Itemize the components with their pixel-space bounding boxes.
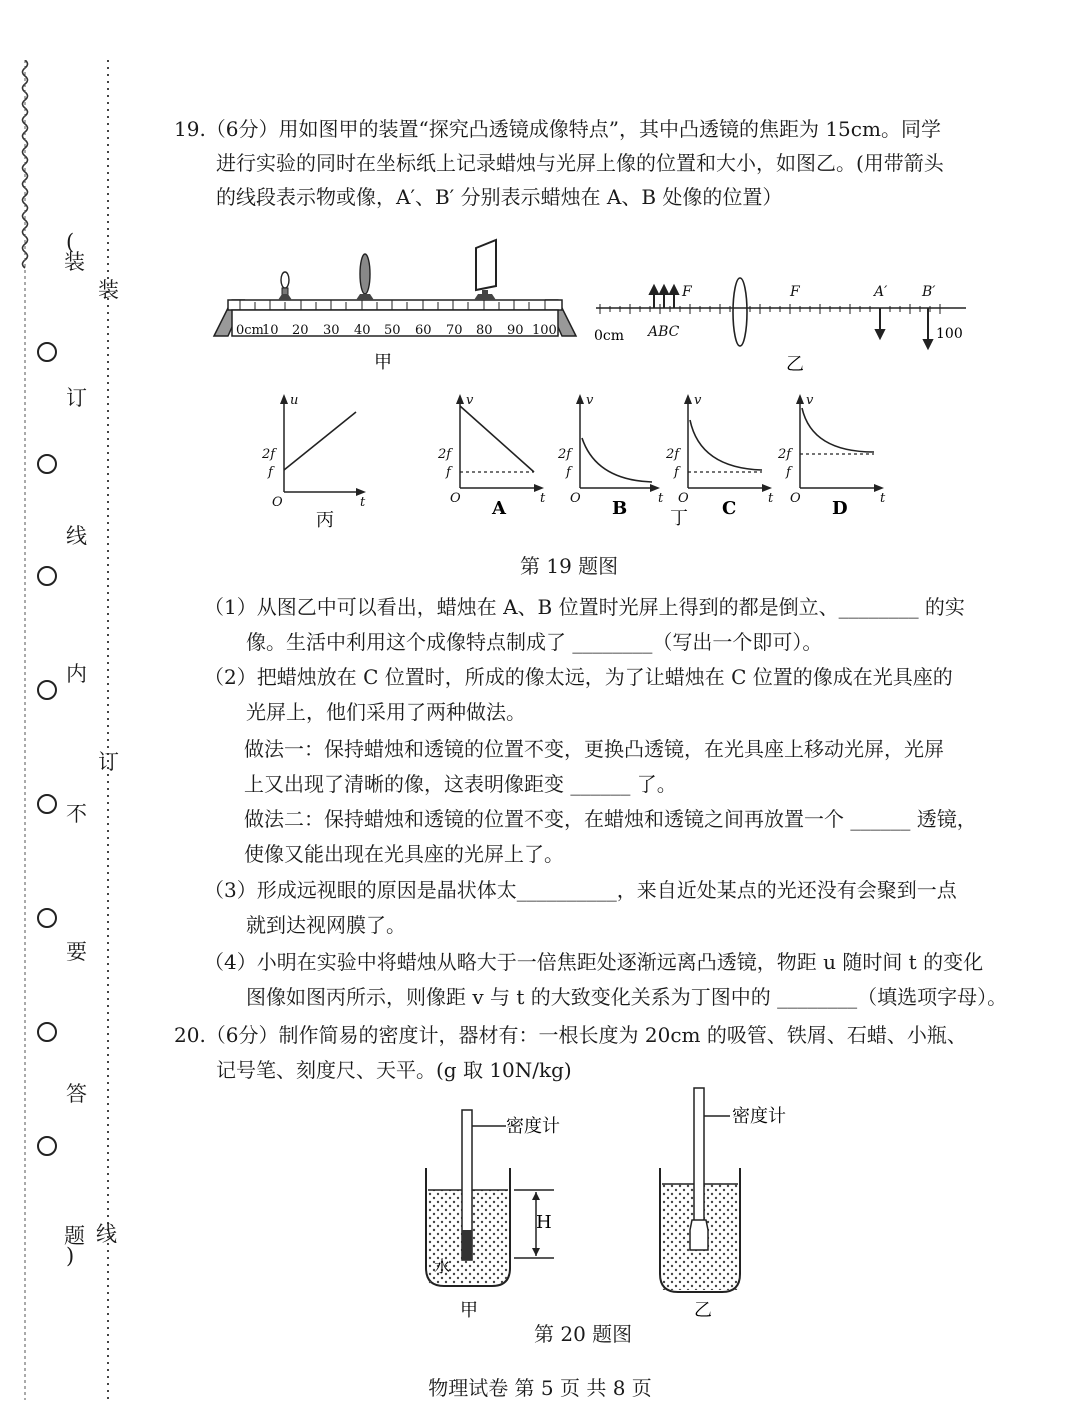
screen-icon bbox=[474, 240, 496, 300]
binding-hole bbox=[37, 680, 57, 700]
water-label: 水 bbox=[434, 1257, 451, 1276]
b-prime-label: B′ bbox=[922, 284, 936, 300]
bing-2f: 2f bbox=[262, 447, 276, 462]
fig-optical-bench bbox=[210, 236, 580, 376]
bing-f: f bbox=[268, 465, 273, 480]
q19-part4-line2: 图像如图丙所示，则像距 v 与 t 的大致变化关系为丁图中的 ________（填选项字母）。 bbox=[246, 985, 1008, 1009]
bench-tick-label: 40 bbox=[354, 323, 371, 338]
ding-f: f bbox=[446, 465, 451, 480]
q19-part1-line1: （1）从图乙中可以看出，蜡烛在 A、B 位置时光屏上得到的都是倒立、________ 的实 bbox=[204, 595, 965, 619]
q19-part3-line1: （3）形成远视眼的原因是晶状体太__________，来自近处某点的光还没有会聚到一点 bbox=[204, 878, 957, 902]
height-label: H bbox=[536, 1212, 552, 1233]
ding-y-axis: v bbox=[806, 393, 814, 408]
bing-x-axis: t bbox=[360, 495, 366, 510]
lens-icon bbox=[356, 254, 374, 300]
q19-part2-method1-cont: 上又出现了清晰的像，这表明像距变 ______ 了。 bbox=[244, 772, 677, 796]
bench-tick-label: 70 bbox=[446, 323, 463, 338]
fig-image-positions bbox=[590, 276, 970, 376]
page-footer: 物理试卷 第 5 页 共 8 页 bbox=[428, 1376, 652, 1400]
option-label: B bbox=[612, 498, 628, 519]
q19-part2-method1: 做法一：保持蜡烛和透镜的位置不变，更换凸透镜，在光具座上移动光屏，光屏 bbox=[244, 737, 944, 761]
q19-part1-line2: 像。生活中利用这个成像特点制成了 ________（写出一个即可）。 bbox=[246, 630, 823, 654]
binding-hole bbox=[37, 794, 57, 814]
abc-label: ABC bbox=[648, 324, 680, 340]
ding-2f: 2f bbox=[778, 447, 792, 462]
q20-figure-caption: 第 20 题图 bbox=[534, 1322, 633, 1346]
ding-x-axis: t bbox=[658, 491, 664, 506]
margin-char: 不 bbox=[66, 802, 87, 826]
fig-hydrometer-yi bbox=[650, 1084, 830, 1324]
option-label: A bbox=[492, 498, 506, 519]
fig-label-yi: 乙 bbox=[786, 354, 804, 375]
q19-part2-method2: 做法二：保持蜡烛和透镜的位置不变，在蜡烛和透镜之间再放置一个 ______ 透镜， bbox=[244, 807, 977, 831]
object-arrows bbox=[650, 286, 678, 308]
margin-char: 线 bbox=[66, 524, 87, 548]
bench-tick-label: 30 bbox=[323, 323, 340, 338]
margin-char: 答 bbox=[66, 1082, 87, 1106]
candle-icon bbox=[278, 272, 292, 300]
ding-origin: O bbox=[678, 491, 689, 506]
bench-tick-label: 80 bbox=[476, 323, 493, 338]
ding-f: f bbox=[566, 465, 571, 480]
bench-tick-label: 20 bbox=[292, 323, 309, 338]
ding-f: f bbox=[786, 465, 791, 480]
yi-start-label: 0cm bbox=[594, 328, 625, 344]
margin-char: 内 bbox=[66, 662, 87, 686]
margin-char: 订 bbox=[98, 750, 119, 774]
binding-hole bbox=[37, 342, 57, 362]
fig-ding-option-c bbox=[664, 392, 780, 532]
margin-char: ) bbox=[66, 1244, 75, 1268]
fig-label-ding: 丁 bbox=[670, 508, 688, 529]
q19-part2-line2: 光屏上，他们采用了两种做法。 bbox=[246, 700, 526, 724]
bench-tick-label: 90 bbox=[507, 323, 524, 338]
fig-label-yi: 乙 bbox=[694, 1300, 712, 1321]
bench-tick-label: 0cm bbox=[236, 323, 264, 338]
binding-hole bbox=[37, 908, 57, 928]
ding-2f: 2f bbox=[558, 447, 572, 462]
ding-origin: O bbox=[790, 491, 801, 506]
focus-label: F bbox=[790, 284, 800, 300]
fig-hydrometer-jia bbox=[416, 1100, 596, 1332]
lens-icon bbox=[733, 278, 747, 346]
fig-ding-option-d bbox=[776, 392, 892, 522]
fig-ding-option-b bbox=[556, 392, 668, 522]
focus-label: F bbox=[682, 284, 692, 300]
binding-hole bbox=[37, 1136, 57, 1156]
meter-label: 密度计 bbox=[732, 1106, 786, 1127]
a-prime-label: A′ bbox=[874, 284, 888, 300]
bing-origin: O bbox=[272, 495, 283, 510]
ding-2f: 2f bbox=[666, 447, 680, 462]
bench-tick-label: 50 bbox=[384, 323, 401, 338]
fig-label-jia: 甲 bbox=[374, 352, 392, 373]
ding-x-axis: t bbox=[880, 491, 886, 506]
fig-ding-option-a bbox=[436, 392, 556, 522]
q20-stem-line2: 记号笔、刻度尺、天平。(g 取 10N/kg) bbox=[216, 1058, 572, 1082]
binding-hole bbox=[37, 454, 57, 474]
option-label: C bbox=[722, 498, 737, 519]
ding-y-axis: v bbox=[466, 393, 474, 408]
q19-figure-caption: 第 19 题图 bbox=[520, 554, 619, 578]
fig-label-jia: 甲 bbox=[460, 1300, 478, 1321]
margin-char: 线 bbox=[96, 1222, 117, 1246]
bench-tick-label: 10 bbox=[262, 323, 279, 338]
binding-hole bbox=[37, 1022, 57, 1042]
binding-wave-line bbox=[18, 60, 32, 1400]
ding-f: f bbox=[674, 465, 679, 480]
bench-tick-label: 100 bbox=[532, 323, 557, 338]
q19-stem-line1: 19.（6分）用如图甲的装置“探究凸透镜成像特点”，其中凸透镜的焦距为 15cm。同学 bbox=[174, 117, 941, 141]
margin-char: 装 bbox=[64, 250, 85, 274]
option-label: D bbox=[832, 498, 848, 519]
ding-origin: O bbox=[450, 491, 461, 506]
margin-char: 装 bbox=[98, 278, 119, 302]
ding-x-axis: t bbox=[540, 491, 546, 506]
fig-bing-graph bbox=[258, 392, 378, 532]
q20-stem-line1: 20.（6分）制作简易的密度计，器材有：一根长度为 20cm 的吸管、铁屑、石蜡、小瓶、 bbox=[174, 1023, 967, 1047]
ding-y-axis: v bbox=[586, 393, 594, 408]
q19-stem-line3: 的线段表示物或像，A′、B′ 分别表示蜡烛在 A、B 处像的位置） bbox=[216, 185, 783, 209]
ding-origin: O bbox=[570, 491, 581, 506]
margin-char: 要 bbox=[66, 940, 87, 964]
q19-part4-line1: （4）小明在实验中将蜡烛从略大于一倍焦距处逐渐远离凸透镜，物距 u 随时间 t 的变化 bbox=[204, 950, 984, 974]
q19-part2-method2-cont: 使像又能出现在光具座的光屏上了。 bbox=[244, 842, 564, 866]
q19-stem-line2: 进行实验的同时在坐标纸上记录蜡烛与光屏上像的位置和大小，如图乙。(用带箭头 bbox=[216, 151, 944, 175]
bing-y-axis: u bbox=[290, 393, 299, 408]
binding-dotted-line bbox=[106, 60, 110, 1400]
fig-label-bing: 丙 bbox=[316, 510, 334, 531]
ding-x-axis: t bbox=[768, 491, 774, 506]
ding-2f: 2f bbox=[438, 447, 452, 462]
yi-end-label: 100 bbox=[936, 326, 963, 342]
margin-char: ( bbox=[66, 230, 75, 254]
margin-char: 订 bbox=[66, 386, 87, 410]
margin-char: 题 bbox=[64, 1224, 85, 1248]
q19-part2-line1: （2）把蜡烛放在 C 位置时，所成的像太远，为了让蜡烛在 C 位置的像成在光具座的 bbox=[204, 665, 953, 689]
image-arrows bbox=[876, 308, 932, 348]
bench-tick-label: 60 bbox=[415, 323, 432, 338]
meter-label: 密度计 bbox=[506, 1116, 560, 1137]
binding-hole bbox=[37, 566, 57, 586]
q19-part3-line2: 就到达视网膜了。 bbox=[246, 913, 406, 937]
ding-y-axis: v bbox=[694, 393, 702, 408]
